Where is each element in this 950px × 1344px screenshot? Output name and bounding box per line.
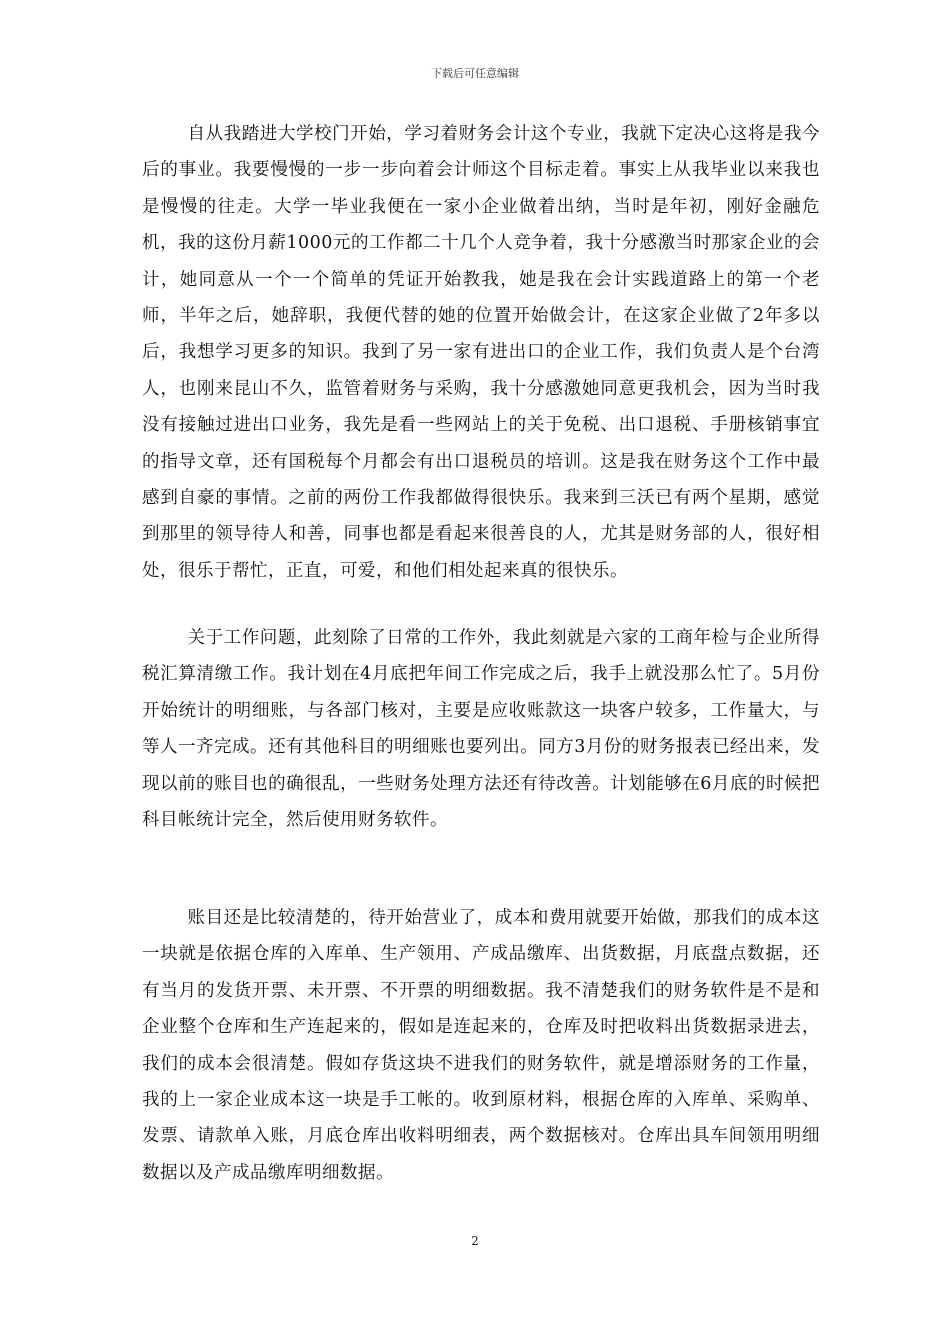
body-paragraph-2: 关于工作问题，此刻除了日常的工作外，我此刻就是六家的工商年检与企业所得税汇算清缴工作。我计划在4月底把年间工作完成之后，我手上就没那么忙了。5月份开始统计的明细账，与各部门核对，主要是应收账款这一块客户较多，工作量大，与等人一齐完成。还有其他科目的明细账也要列出。同方3月份的财务报表已经出来，发现以前的账目也的确很乱，一些财务处理方法还有待改善。计划能够在6月底的时候把科目帐统计完全，然后使用财务软件。	[142, 628, 820, 831]
page-header: 下载后可任意编辑	[431, 67, 519, 80]
body-paragraph-3: 账目还是比较清楚的，待开始营业了，成本和费用就要开始做，那我们的成本这一块就是依据仓库的入库单、生产领用、产成品缴库、出货数据，月底盘点数据，还有当月的发货开票、未开票、不开票的明细数据。我不清楚我们的财务软件是不是和企业整个仓库和生产连起来的，假如是连起来的，仓库及时把收料出货数据录进去，我们的成本会很清楚。假如存货这块不进我们的财务软件，就是增添财务的工作量，我的上一家企业成本这一块是手工帐的。收到原材料，根据仓库的入库单、采购单、发票、请款单入账，月底仓库出收料明细表，两个数据核对。仓库出具车间领用明细数据以及产成品缴库明细数据。	[142, 908, 820, 1183]
body-paragraph-1: 自从我踏进大学校门开始，学习着财务会计这个专业，我就下定决心这将是我今后的事业。我要慢慢的一步一步向着会计师这个目标走着。事实上从我毕业以来我也是慢慢的往走。大学一毕业我便在一家小企业做着出纳，当时是年初，刚好金融危机，我的这份月薪1000元的工作都二十几个人竞争着，我十分感激当时那家企业的会计，她同意从一个一个简单的凭证开始教我，她是我在会计实践道路上的第一个老师，半年之后，她辞职，我便代替的她的位置开始做会计，在这家企业做了2年多以后，我想学习更多的知识。我到了另一家有进出口的企业工作，我们负责人是个台湾人，也刚来昆山不久，监管着财务与采购，我十分感激她同意更我机会，因为当时我没有接触过进出口业务，我先是看一些网站上的关于免税、出口退税、手册核销事宜的指导文章，还有国税每个月都会有出口退税员的培训。这是我在财务这个工作中最感到自豪的事情。之前的两份工作我都做得很快乐。我来到三沃已有两个星期，感觉到那里的领导待人和善，同事也都是看起来很善良的人，尤其是财务部的人，很好相处，很乐于帮忙，正直，可爱，和他们相处起来真的很快乐。	[142, 124, 820, 581]
page-number: 2	[471, 1234, 479, 1248]
